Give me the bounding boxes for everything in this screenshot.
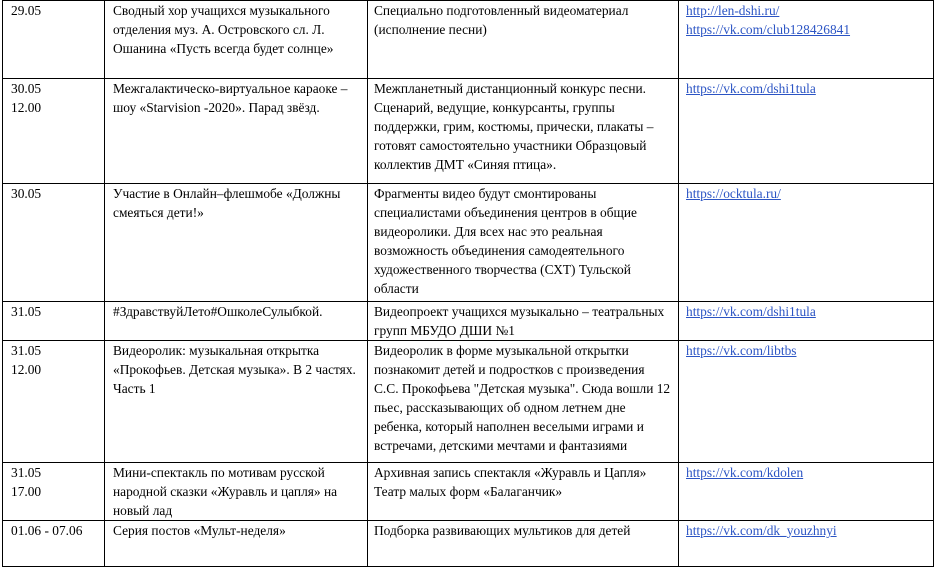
date-cell: 31.05 12.00 <box>3 341 105 463</box>
table-row <box>3 1 934 79</box>
resource-link[interactable]: https://ocktula.ru/ <box>686 186 781 201</box>
event-cell: Сводный хор учащихся музыкального отделения муз. А. Островского сл. Л. Ошанина «Пусть всегда будет солнце» <box>105 1 368 79</box>
event-cell: #ЗдравствуйЛето#ОшколеСулыбкой. <box>105 302 368 341</box>
resource-link[interactable]: https://vk.com/dshi1tula <box>686 304 816 319</box>
date-cell: 29.05 <box>3 1 105 79</box>
resource-link[interactable]: https://vk.com/libtbs <box>686 343 797 358</box>
resource-link[interactable]: https://vk.com/kdolen <box>686 465 804 480</box>
events-table-body <box>3 1 934 567</box>
description-cell: Подборка развивающих мультиков для детей <box>368 521 679 567</box>
date-cell: 30.05 <box>3 184 105 302</box>
description-cell: Видеопроект учащихся музыкально – театральных групп МБУДО ДШИ №1 <box>368 302 679 341</box>
link-cell <box>679 1 934 79</box>
description-cell: Видеоролик в форме музыкальной открытки познакомит детей и подростков с произведения С.С. Прокофьева "Детская музыка". Сюда вошли 12 пьес, рассказывающих об одном летнем дне ребенка, который наполнен веселыми играми и встречами, детскими мечтами и фантазиями <box>368 341 679 463</box>
resource-link[interactable]: https://vk.com/club128426841 <box>686 22 851 37</box>
event-cell: Участие в Онлайн–флешмобе «Должны смеяться дети!» <box>105 184 368 302</box>
link-cell <box>679 79 934 184</box>
table-row <box>3 341 934 463</box>
events-table <box>2 0 934 567</box>
table-row <box>3 79 934 184</box>
resource-link[interactable]: http://len-dshi.ru/ <box>686 3 780 18</box>
date-cell: 31.05 17.00 <box>3 463 105 521</box>
table-row <box>3 463 934 521</box>
resource-link[interactable]: https://vk.com/dshi1tula <box>686 81 816 96</box>
table-row <box>3 184 934 302</box>
description-cell: Архивная запись спектакля «Журавль и Цапля» Театр малых форм «Балаганчик» <box>368 463 679 521</box>
event-cell: Мини-спектакль по мотивам русской народной сказки «Журавль и цапля» на новый лад <box>105 463 368 521</box>
description-cell: Фрагменты видео будут смонтированы специалистами объединения центров в общие видеоролики. Для всех нас это реальная возможность объединения самодеятельного художественного творчества (СХТ) Тульской области <box>368 184 679 302</box>
table-row <box>3 302 934 341</box>
link-cell <box>679 341 934 463</box>
link-cell <box>679 302 934 341</box>
link-cell <box>679 521 934 567</box>
event-cell: Серия постов «Мульт-неделя» <box>105 521 368 567</box>
event-cell: Межгалактическо-виртуальное караоке – шоу «Starvision -2020». Парад звёзд. <box>105 79 368 184</box>
table-row <box>3 521 934 567</box>
date-cell: 31.05 <box>3 302 105 341</box>
link-cell <box>679 184 934 302</box>
resource-link[interactable]: https://vk.com/dk_youzhnyi <box>686 523 837 538</box>
link-cell <box>679 463 934 521</box>
event-cell: Видеоролик: музыкальная открытка «Прокофьев. Детская музыка». В 2 частях. Часть 1 <box>105 341 368 463</box>
date-cell: 30.05 12.00 <box>3 79 105 184</box>
description-cell: Специально подготовленный видеоматериал (исполнение песни) <box>368 1 679 79</box>
description-cell: Межпланетный дистанционный конкурс песни. Сценарий, ведущие, конкурсанты, группы поддержки, грим, костюмы, прически, плакаты – готовят самостоятельно участники Образцовый коллектив ДМТ «Синяя птица». <box>368 79 679 184</box>
date-cell: 01.06 - 07.06 <box>3 521 105 567</box>
